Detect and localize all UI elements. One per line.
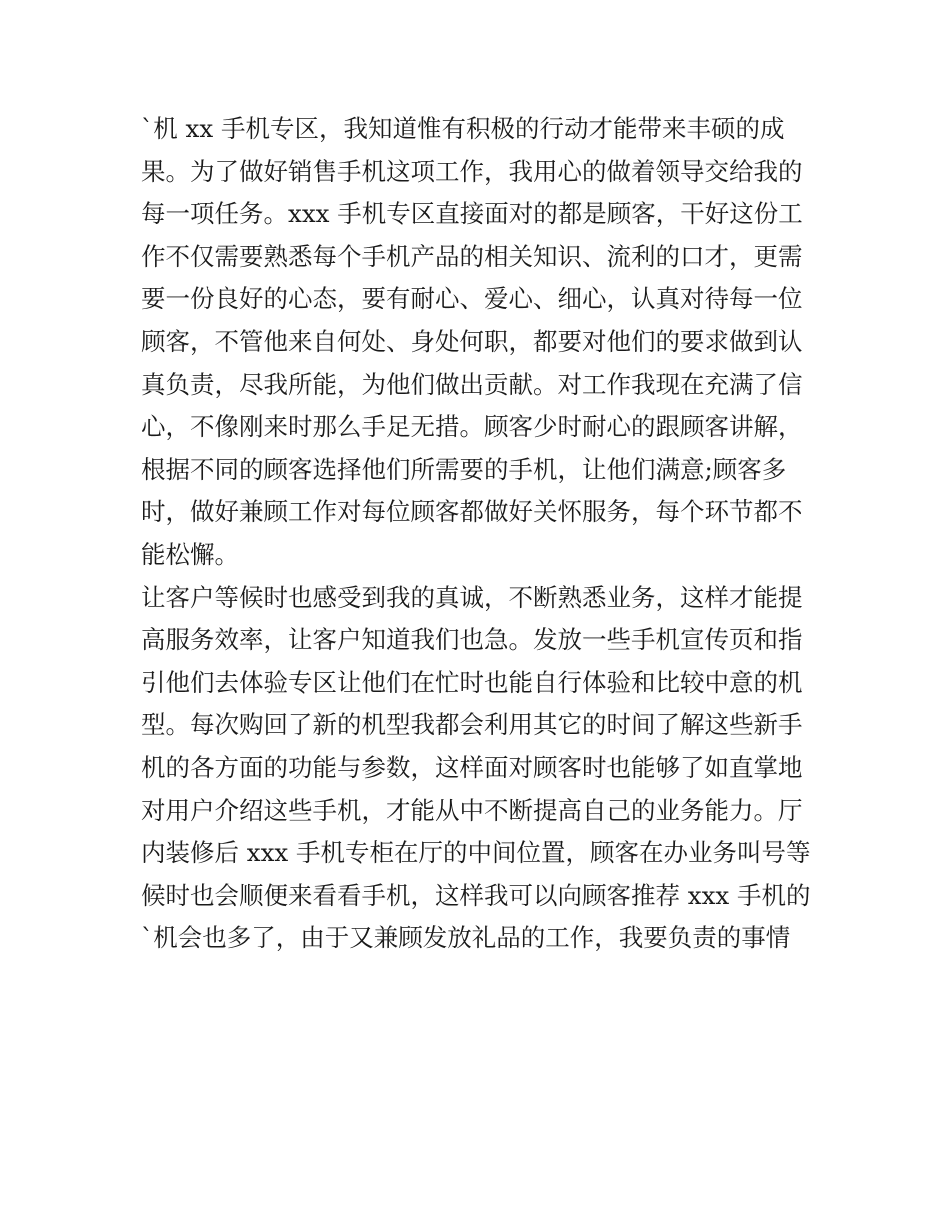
- text-line: 机的各方面的功能与参数，这样面对顾客时也能够了如直掌地: [141, 752, 803, 782]
- text-line: 高服务效率，让客户知道我们也急。发放一些手机宣传页和指: [141, 625, 803, 655]
- text-line: 根据不同的顾客选择他们所需要的手机，让他们满意;顾客多: [141, 454, 787, 484]
- text-line: 对用户介绍这些手机，才能从中不断提高自己的业务能力。厅: [141, 795, 803, 825]
- text-line: 心，不像刚来时那么手足无措。顾客少时耐心的跟顾客讲解，: [141, 412, 803, 442]
- text-line: 真负责，尽我所能，为他们做出贡献。对工作我现在充满了信: [141, 369, 803, 399]
- text-line: 果。为了做好销售手机这项工作，我用心的做着领导交给我的: [141, 156, 803, 186]
- text-line: 能松懈。: [141, 539, 239, 569]
- text-line: 作不仅需要熟悉每个手机产品的相关知识、流利的口才，更需: [141, 241, 803, 271]
- paragraph-1: [141, 108, 821, 577]
- document-body: [141, 108, 821, 960]
- text-line: 时，做好兼顾工作对每位顾客都做好关怀服务，每个环节都不: [141, 497, 803, 527]
- text-line: 让客户等候时也感受到我的真诚，不断熟悉业务，这样才能提: [141, 582, 803, 612]
- text-line: 每一项任务。xxx 手机专区直接面对的都是顾客，干好这份工: [141, 199, 803, 229]
- text-line: 引他们去体验专区让他们在忙时也能自行体验和比较中意的机: [141, 667, 803, 697]
- text-line: 内装修后 xxx 手机专柜在厅的中间位置，顾客在办业务叫号等: [141, 838, 811, 868]
- text-line: `机会也多了，由于又兼顾发放礼品的工作，我要负责的事情: [141, 923, 791, 953]
- text-line: 顾客，不管他来自何处、身处何职，都要对他们的要求做到认: [141, 326, 803, 356]
- text-line: 候时也会顺便来看看手机，这样我可以向顾客推荐 xxx 手机的: [141, 880, 811, 910]
- text-line: 型。每次购回了新的机型我都会利用其它的时间了解这些新手: [141, 710, 803, 740]
- text-line: 要一份良好的心态，要有耐心、爱心、细心，认真对待每一位: [141, 284, 803, 314]
- text-line: `机 xx 手机专区，我知道惟有积极的行动才能带来丰硕的成: [141, 114, 785, 143]
- paragraph-2: [141, 577, 821, 960]
